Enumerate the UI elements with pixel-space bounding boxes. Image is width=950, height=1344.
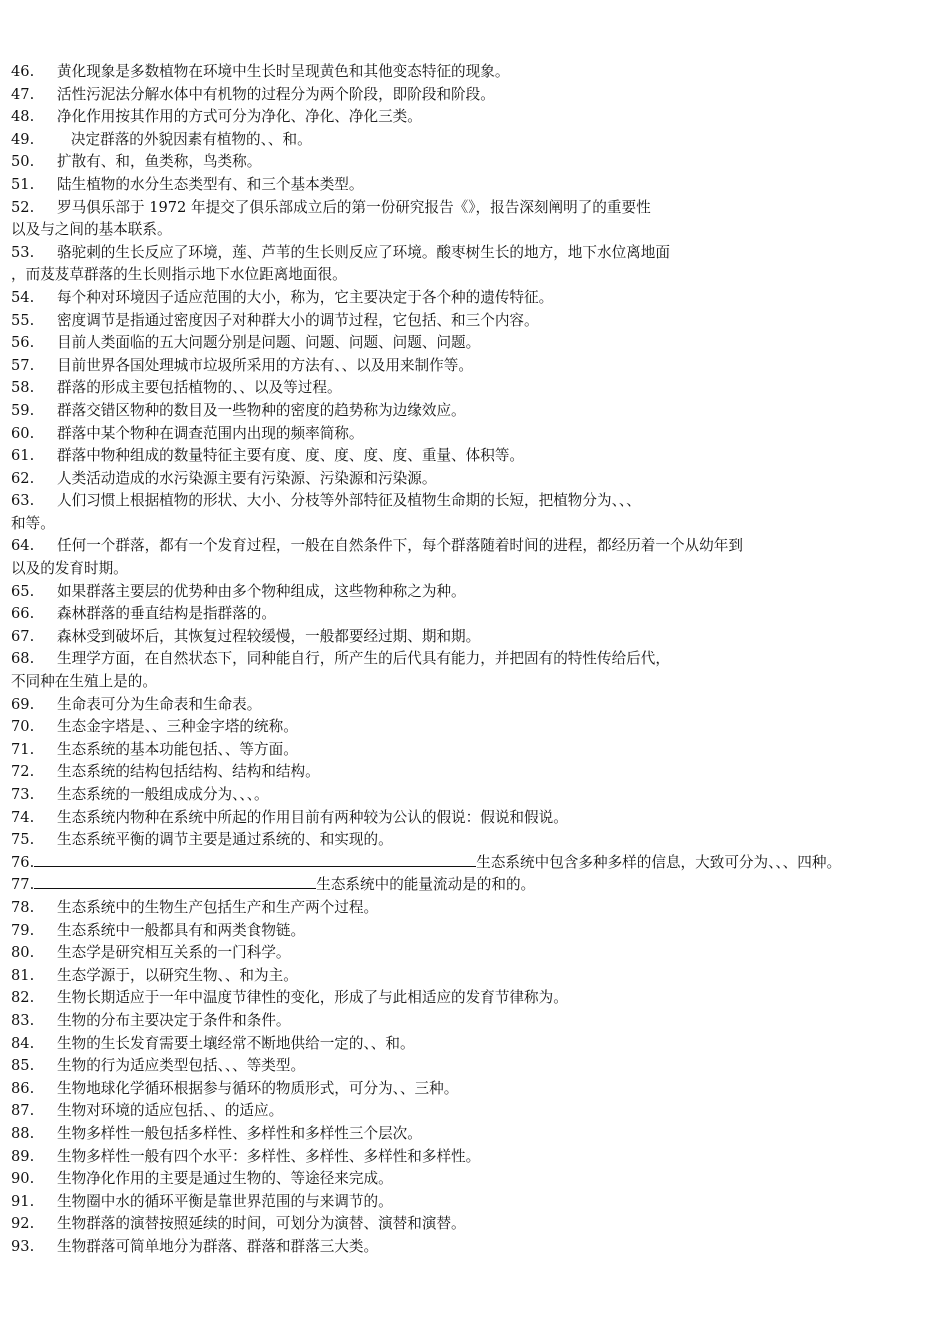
question-line bbox=[11, 1213, 943, 1236]
question-number: 52. bbox=[11, 198, 35, 216]
question-number: 90. bbox=[11, 1170, 35, 1188]
question-number: 68. bbox=[11, 650, 35, 668]
question-text: 任何一个群落，都有一个发育过程，一般在自然条件下，每个群落随着时间的进程，都经历着一个从幼年到 bbox=[57, 537, 743, 555]
question-line bbox=[11, 626, 943, 649]
question-number: 53. bbox=[11, 243, 35, 261]
question-continuation-line bbox=[11, 558, 943, 581]
question-line bbox=[11, 377, 943, 400]
question-line bbox=[11, 310, 943, 333]
question-line bbox=[11, 739, 943, 762]
question-number: 56. bbox=[11, 334, 35, 352]
question-line bbox=[11, 1168, 943, 1191]
question-number: 62. bbox=[11, 469, 35, 487]
question-text: 黄化现象是多数植物在环境中生长时呈现黄色和其他变态特征的现象。 bbox=[57, 63, 510, 80]
question-number: 59. bbox=[11, 401, 35, 419]
question-line bbox=[11, 423, 943, 446]
question-number: 69. bbox=[11, 695, 35, 713]
question-text: 生物对环境的适应包括、、的适应。 bbox=[57, 1102, 284, 1120]
question-line bbox=[11, 287, 943, 310]
question-text: 陆生植物的水分生态类型有、和三个基本类型。 bbox=[57, 175, 364, 193]
question-text: 生态系统内物种在系统中所起的作用目前有两种较为公认的假说：假说和假说。 bbox=[57, 808, 568, 826]
question-line bbox=[11, 648, 943, 671]
question-text: 森林群落的垂直结构是指群落的。 bbox=[57, 605, 276, 623]
question-text: 生态系统的基本功能包括、、等方面。 bbox=[57, 740, 298, 758]
question-text: 群落的形成主要包括植物的、、以及等过程。 bbox=[57, 379, 342, 397]
question-continuation-line bbox=[11, 513, 943, 536]
question-text: 如果群落主要层的优势种由多个物种组成，这些物种称之为种。 bbox=[57, 582, 466, 600]
question-line bbox=[11, 1191, 943, 1214]
question-number: 80. bbox=[11, 944, 35, 962]
question-number: 49. bbox=[11, 130, 35, 148]
question-continuation-line bbox=[11, 671, 943, 694]
question-text: 人类活动造成的水污染源主要有污染源、污染源和污染源。 bbox=[57, 469, 437, 487]
question-number: 91. bbox=[11, 1192, 35, 1210]
question-line bbox=[11, 400, 943, 423]
question-text: 生物群落可简单地分为群落、群落和群落三大类。 bbox=[57, 1237, 379, 1255]
question-number: 78. bbox=[11, 898, 35, 916]
question-text: 骆驼刺的生长反应了环境，莲、芦苇的生长则反应了环境。酸枣树生长的地方，地下水位离地面 bbox=[57, 243, 670, 261]
question-text: 生物多样性一般包括多样性、多样性和多样性三个层次。 bbox=[57, 1124, 422, 1142]
question-line bbox=[11, 1078, 943, 1101]
question-number: 47. bbox=[11, 85, 35, 103]
question-number: 72. bbox=[11, 763, 35, 781]
question-number: 92. bbox=[11, 1215, 35, 1233]
question-number: 76. bbox=[11, 853, 35, 871]
question-text: 生态系统中包含多种多样的信息，大致可分为、、、四种。 bbox=[476, 853, 842, 871]
question-number: 58. bbox=[11, 379, 35, 397]
question-number: 48. bbox=[11, 108, 35, 126]
question-line bbox=[11, 716, 943, 739]
question-line bbox=[11, 874, 943, 897]
question-number: 85. bbox=[11, 1057, 35, 1075]
question-text: 以及与之间的基本联系。 bbox=[11, 221, 172, 239]
question-text: 每个种对环境因子适应范围的大小，称为，它主要决定于各个种的遗传特征。 bbox=[57, 288, 554, 306]
question-text: 决定群落的外貌因素有植物的、、和。 bbox=[57, 130, 312, 148]
question-number: 67. bbox=[11, 627, 35, 645]
question-line bbox=[11, 1236, 943, 1259]
question-text: 活性污泥法分解水体中有机物的过程分为两个阶段，即阶段和阶段。 bbox=[57, 85, 495, 103]
question-number: 93. bbox=[11, 1237, 35, 1255]
question-text: 生物净化作用的主要是通过生物的、等途径来完成。 bbox=[57, 1170, 393, 1188]
question-list bbox=[11, 61, 943, 1258]
question-text: 生理学方面，在自然状态下，同种能自行，所产生的后代具有能力，并把固有的特性传给后代， bbox=[57, 650, 670, 668]
question-text: 生物长期适应于一年中温度节律性的变化，形成了与此相适应的发育节律称为。 bbox=[57, 989, 568, 1007]
question-line bbox=[11, 445, 943, 468]
question-text: 生物地球化学循环根据参与循环的物质形式，可分为、、三种。 bbox=[57, 1079, 459, 1097]
question-line bbox=[11, 332, 943, 355]
question-number: 66. bbox=[11, 605, 35, 623]
question-line bbox=[11, 807, 943, 830]
question-number: 71. bbox=[11, 740, 35, 758]
question-text: 生物的行为适应类型包括、、、等类型。 bbox=[57, 1057, 306, 1075]
question-number: 57. bbox=[11, 356, 35, 374]
question-number: 82. bbox=[11, 989, 35, 1007]
question-number: 63. bbox=[11, 492, 35, 510]
question-number: 60. bbox=[11, 424, 35, 442]
question-number: 64. bbox=[11, 537, 35, 555]
question-text: 扩散有、和，鱼类称，鸟类称。 bbox=[57, 153, 262, 171]
question-number: 74. bbox=[11, 808, 35, 826]
question-number: 70. bbox=[11, 718, 35, 736]
question-continuation-line bbox=[11, 219, 943, 242]
question-text: ，而芨芨草群落的生长则指示地下水位距离地面很。 bbox=[11, 266, 347, 284]
question-text: 罗马俱乐部于 1972 年提交了俱乐部成立后的第一份研究报告《》，报告深刻阐明了的重要性 bbox=[57, 198, 651, 216]
question-line bbox=[11, 242, 943, 265]
question-line bbox=[11, 965, 943, 988]
question-line bbox=[11, 942, 943, 965]
question-line bbox=[11, 1055, 943, 1078]
question-line bbox=[11, 897, 943, 920]
question-text: 生物多样性一般有四个水平：多样性、多样性、多样性和多样性。 bbox=[57, 1147, 481, 1165]
question-text: 密度调节是指通过密度因子对种群大小的调节过程，它包括、和三个内容。 bbox=[57, 311, 539, 329]
question-line bbox=[11, 197, 943, 220]
question-line bbox=[11, 1010, 943, 1033]
question-line bbox=[11, 1033, 943, 1056]
answer-blank bbox=[34, 852, 476, 867]
question-line bbox=[11, 784, 943, 807]
question-number: 46. bbox=[11, 63, 35, 80]
question-number: 79. bbox=[11, 921, 35, 939]
question-number: 61. bbox=[11, 447, 35, 465]
question-number: 83. bbox=[11, 1011, 35, 1029]
question-continuation-line bbox=[11, 264, 943, 287]
question-number: 77. bbox=[11, 876, 35, 894]
question-number: 86. bbox=[11, 1079, 35, 1097]
question-line bbox=[11, 1123, 943, 1146]
question-line bbox=[11, 84, 943, 107]
question-text: 生态学是研究相互关系的一门科学。 bbox=[57, 944, 291, 962]
question-line bbox=[11, 355, 943, 378]
question-number: 88. bbox=[11, 1124, 35, 1142]
question-text: 生态系统中一般都具有和两类食物链。 bbox=[57, 921, 306, 939]
question-text: 生命表可分为生命表和生命表。 bbox=[57, 695, 262, 713]
question-line bbox=[11, 761, 943, 784]
question-line bbox=[11, 535, 943, 558]
question-text: 人们习惯上根据植物的形状、大小、分枝等外部特征及植物生命期的长短，把植物分为、、、 bbox=[57, 492, 641, 510]
question-text: 不同种在生殖上是的。 bbox=[11, 673, 157, 691]
question-number: 87. bbox=[11, 1102, 35, 1120]
question-text: 和等。 bbox=[11, 514, 55, 532]
question-number: 89. bbox=[11, 1147, 35, 1165]
question-number: 50. bbox=[11, 153, 35, 171]
question-text: 群落中某个物种在调查范围内出现的频率简称。 bbox=[57, 424, 364, 442]
question-line bbox=[11, 468, 943, 491]
question-line bbox=[11, 174, 943, 197]
question-line bbox=[11, 151, 943, 174]
question-text: 生物的分布主要决定于条件和条件。 bbox=[57, 1011, 291, 1029]
question-text: 生态系统中的生物生产包括生产和生产两个过程。 bbox=[57, 898, 379, 916]
question-line bbox=[11, 1146, 943, 1169]
question-text: 生态学源于，以研究生物、、和为主。 bbox=[57, 966, 298, 984]
question-text: 生态金字塔是、、三种金字塔的统称。 bbox=[57, 718, 298, 736]
question-number: 73. bbox=[11, 786, 35, 803]
question-text: 群落交错区物种的数目及一些物种的密度的趋势称为边缘效应。 bbox=[57, 401, 466, 419]
question-text: 生态系统平衡的调节主要是通过系统的、和实现的。 bbox=[57, 831, 393, 849]
question-text: 生物圈中水的循环平衡是靠世界范围的与来调节的。 bbox=[57, 1192, 393, 1210]
question-number: 84. bbox=[11, 1034, 35, 1052]
question-text: 生物群落的演替按照延续的时间，可划分为演替、演替和演替。 bbox=[57, 1215, 466, 1233]
question-line bbox=[11, 1100, 943, 1123]
question-text: 目前世界各国处理城市垃圾所采用的方法有、、以及用来制作等。 bbox=[57, 356, 473, 374]
question-number: 54. bbox=[11, 288, 35, 306]
answer-blank bbox=[34, 874, 316, 889]
question-line bbox=[11, 694, 943, 717]
question-text: 森林受到破坏后，其恢复过程较缓慢，一般都要经过期、期和期。 bbox=[57, 627, 481, 645]
question-number: 55. bbox=[11, 311, 35, 329]
question-line bbox=[11, 829, 943, 852]
question-line bbox=[11, 852, 943, 875]
question-text: 生态系统中的能量流动是的和的。 bbox=[316, 876, 536, 894]
question-text: 净化作用按其作用的方式可分为净化、净化、净化三类。 bbox=[57, 108, 422, 126]
question-line bbox=[11, 987, 943, 1010]
question-line bbox=[11, 106, 943, 129]
question-number: 65. bbox=[11, 582, 35, 600]
question-line bbox=[11, 129, 943, 152]
question-line bbox=[11, 61, 943, 84]
question-number: 81. bbox=[11, 966, 35, 984]
question-number: 51. bbox=[11, 175, 35, 193]
question-text: 生态系统的一般组成成分为、、、。 bbox=[57, 786, 269, 803]
question-line bbox=[11, 490, 943, 513]
question-text: 生态系统的结构包括结构、结构和结构。 bbox=[57, 763, 320, 781]
question-text: 群落中物种组成的数量特征主要有度、度、度、度、度、重量、体积等。 bbox=[57, 447, 525, 465]
question-text: 生物的生长发育需要土壤经常不断地供给一定的、、和。 bbox=[57, 1034, 415, 1052]
question-number: 75. bbox=[11, 831, 35, 849]
question-line bbox=[11, 581, 943, 604]
question-text: 目前人类面临的五大问题分别是问题、问题、问题、问题、问题。 bbox=[57, 334, 481, 352]
question-text: 以及的发育时期。 bbox=[11, 560, 128, 578]
question-line bbox=[11, 603, 943, 626]
question-line bbox=[11, 920, 943, 943]
